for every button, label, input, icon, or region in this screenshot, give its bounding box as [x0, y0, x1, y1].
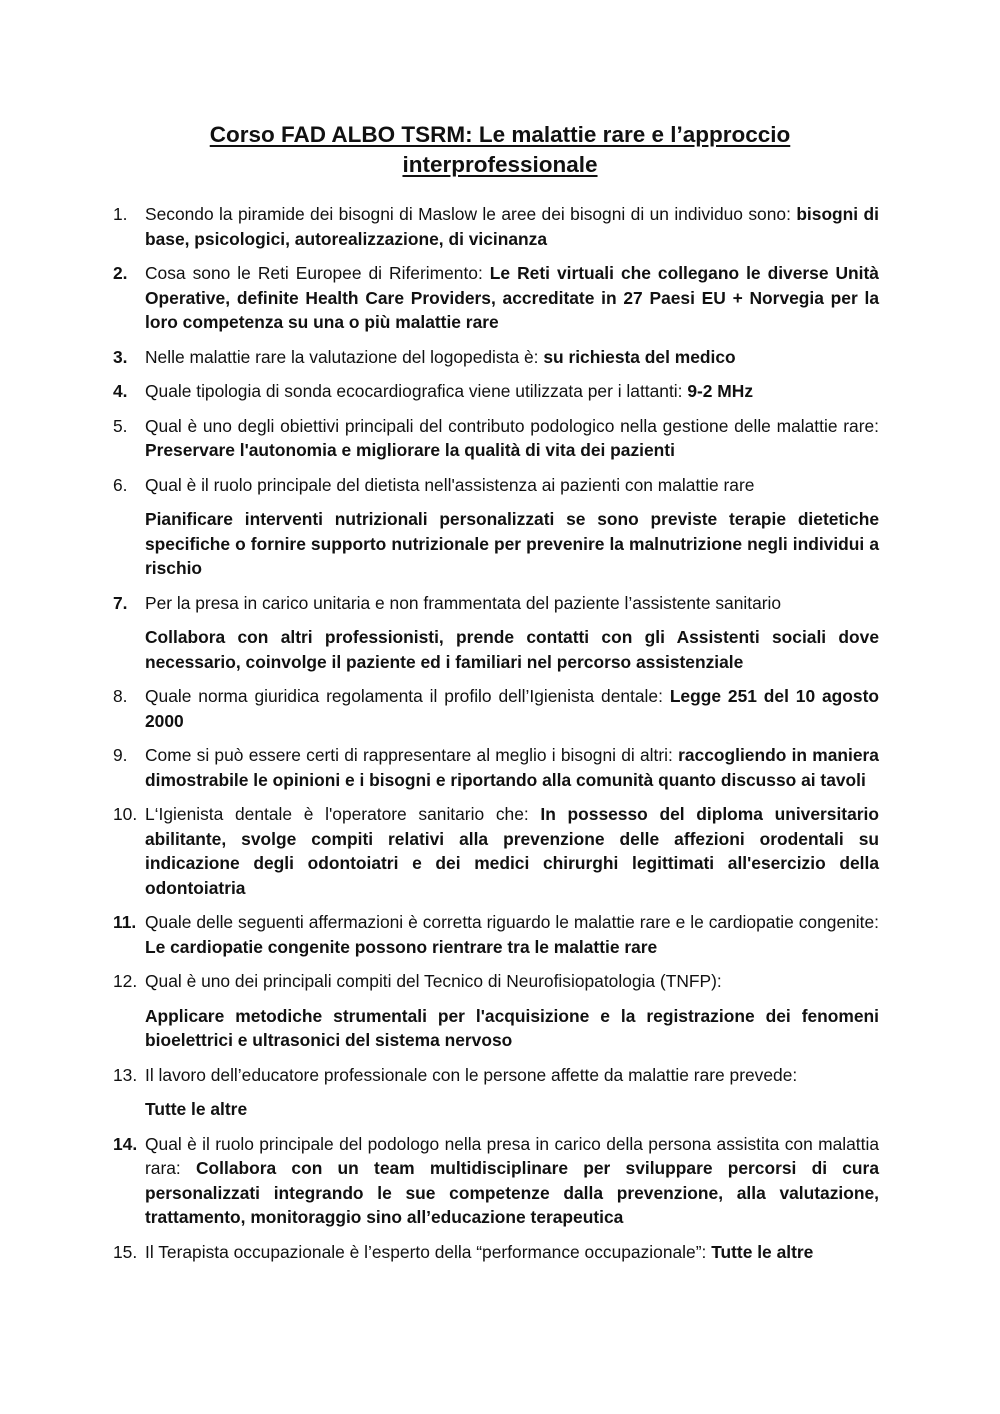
question-text: Secondo la piramide dei bisogni di Maslow le aree dei bisogni di un individuo sono: — [145, 204, 791, 224]
answer-text: raccogliendo in maniera dimostrabile le opinioni e i bisogni e riportando alla comunità quanto discusso ai tavoli — [145, 745, 879, 790]
list-item — [113, 379, 879, 404]
list-item — [113, 261, 879, 335]
question-text: Per la presa in carico unitaria e non frammentata del paziente l’assistente sanitario — [145, 592, 782, 613]
question-text: Il Terapista occupazionale è l’esperto della “performance occupazionale”: — [145, 1241, 707, 1262]
list-item — [113, 1063, 879, 1122]
item-number: 1. — [113, 204, 128, 224]
answer-text: Le cardiopatie congenite possono rientrare tra le malattie rare — [145, 936, 658, 957]
question-answer-list — [113, 202, 879, 1274]
item-number: 14. — [113, 1133, 138, 1154]
question-text: Quale delle seguenti affermazioni è corretta riguardo le malattie rare e le cardiopatie congenite: — [145, 912, 879, 932]
list-item — [113, 1240, 879, 1265]
item-number: 12. — [113, 971, 138, 991]
question-text: Qual è il ruolo principale del podologo nella presa in carico della persona assistita con malattia rara: — [145, 1133, 879, 1178]
document-title: Corso FAD ALBO TSRM: Le malattie rare e l’approccio interprofessionale — [209, 122, 791, 177]
list-item — [113, 802, 879, 900]
question-text: Quale norma giuridica regolamenta il profilo dell’Igienista dentale: — [145, 686, 663, 706]
question-text: Qual è il ruolo principale del dietista nell'assistenza ai pazienti con malattie rare — [145, 474, 755, 495]
list-item — [113, 684, 879, 733]
list-item — [113, 345, 879, 370]
item-number: 4. — [113, 381, 128, 401]
answer-text: Le Reti virtuali che collegano le diverse Unità Operative, definite Health Care Providers, accreditate in 27 Paesi EU + Norvegia per la loro competenza su una o più malattie rare — [145, 263, 879, 332]
item-number: 6. — [113, 474, 128, 495]
answer-text: bisogni di base, psicologici, autorealizzazione, di vicinanza — [145, 204, 879, 249]
list-item — [113, 591, 879, 675]
list-item — [113, 969, 879, 1053]
answer-text: Legge 251 del 10 agosto 2000 — [145, 686, 879, 731]
question-text: Qual è uno dei principali compiti del Tecnico di Neurofisiopatologia (TNFP): — [145, 971, 722, 991]
question-text: Quale tipologia di sonda ecocardiografica viene utilizzata per i lattanti: — [145, 381, 683, 401]
answer-text: Tutte le altre — [711, 1241, 814, 1262]
question-text: Cosa sono le Reti Europee di Riferimento: — [145, 263, 483, 283]
list-item — [113, 743, 879, 792]
item-number: 13. — [113, 1064, 138, 1085]
list-item — [113, 202, 879, 251]
item-number: 11. — [113, 912, 137, 932]
item-number: 9. — [113, 745, 128, 765]
answer-text: Tutte le altre — [145, 1099, 248, 1119]
item-number: 2. — [113, 263, 128, 283]
list-item — [113, 910, 879, 959]
question-text: Qual è uno degli obiettivi principali del contributo podologico nella gestione delle malattie rare: — [145, 415, 879, 436]
question-text: Nelle malattie rare la valutazione del logopedista è: — [145, 346, 539, 367]
item-number: 10. — [113, 804, 138, 824]
item-number: 7. — [113, 592, 128, 613]
item-number: 5. — [113, 415, 128, 436]
question-text: Come si può essere certi di rappresentare al meglio i bisogni di altri: — [145, 745, 673, 765]
question-text: Il lavoro dell’educatore professionale con le persone affette da malattie rare prevede: — [145, 1064, 798, 1085]
answer-text: Collabora con un team multidisciplinare per sviluppare percorsi di cura personalizzati integrando le sue competenze dalla prevenzione, alla valutazione, trattamento, monitoraggio sino all’educazione terapeutica — [145, 1158, 879, 1227]
answer-text: Applicare metodiche strumentali per l'acquisizione e la registrazione dei fenomeni bioelettrici e ultrasonici del sistema nervoso — [145, 1005, 879, 1050]
answer-text: In possesso del diploma universitario abilitante, svolge compiti relativi alla prevenzione delle affezioni orodentali su indicazione degli odontoiatri e dei medici chirurghi legittimati all'esercizio della odontoiatria — [145, 804, 879, 898]
answer-text: Pianificare interventi nutrizionali personalizzati se sono previste terapie dietetiche specifiche o fornire supporto nutrizionale per prevenire la malnutrizione negli individui a rischio — [145, 509, 879, 578]
list-item — [113, 414, 879, 463]
answer-text: 9-2 MHz — [687, 381, 754, 401]
question-text: L‘Igienista dentale è l'operatore sanitario che: — [145, 804, 529, 824]
list-item — [113, 473, 879, 581]
list-item — [113, 1132, 879, 1230]
answer-text: su richiesta del medico — [543, 346, 736, 367]
answer-text: Preservare l'autonomia e migliorare la qualità di vita dei pazienti — [145, 440, 675, 460]
item-number: 15. — [113, 1241, 138, 1262]
item-number: 3. — [113, 346, 128, 367]
item-number: 8. — [113, 686, 128, 706]
answer-text: Collabora con altri professionisti, prende contatti con gli Assistenti sociali dove necessario, coinvolge il paziente ed i familiari nel percorso assistenziale — [145, 627, 879, 672]
